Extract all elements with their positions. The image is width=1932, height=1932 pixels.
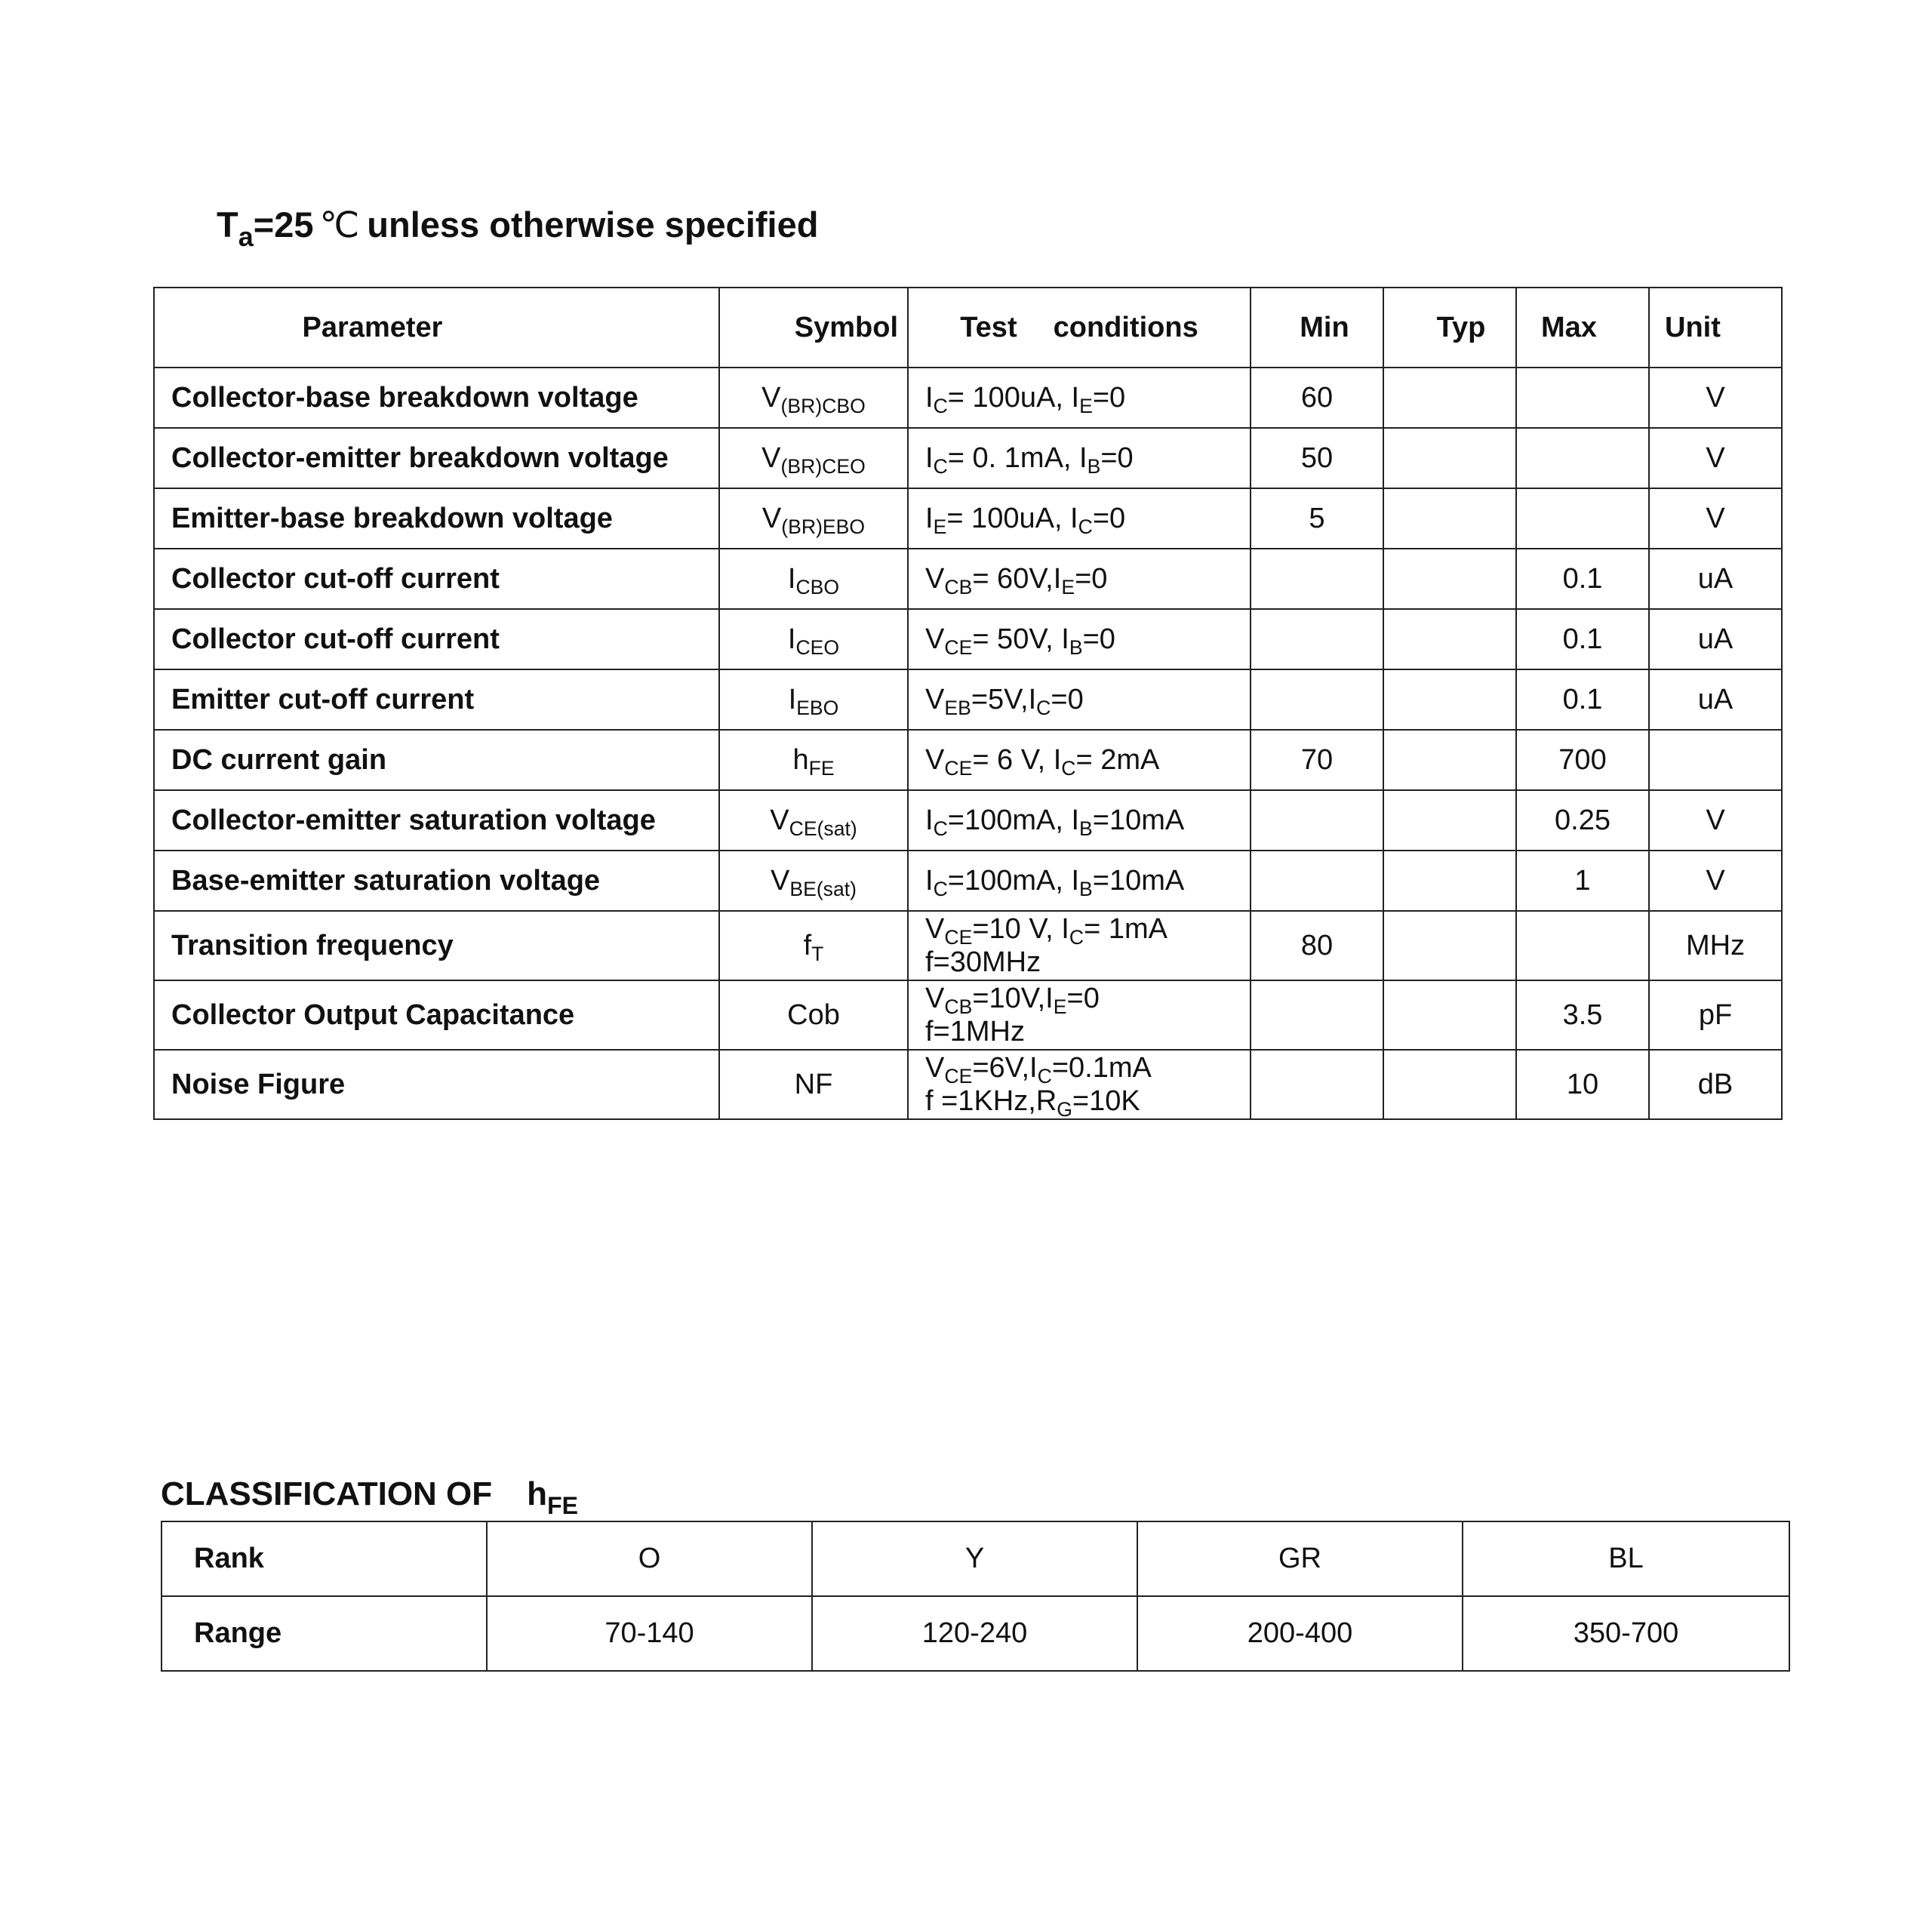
- heading-t: T: [217, 205, 238, 245]
- typ-cell: [1383, 851, 1516, 911]
- condition-subscript: C: [1069, 925, 1084, 949]
- condition-text: V: [925, 563, 945, 595]
- table-row: [154, 911, 1782, 980]
- symbol-main: I: [787, 562, 796, 595]
- condition-text: I: [925, 804, 934, 836]
- condition-text: =0: [1092, 503, 1126, 534]
- max-cell: [1516, 488, 1649, 549]
- test-condition-cell: [908, 549, 1251, 609]
- symbol-subscript: BE(sat): [789, 877, 857, 900]
- condition-subscript: CB: [944, 995, 973, 1018]
- condition-text: = 60V,I: [972, 563, 1062, 595]
- table-row: [154, 730, 1782, 790]
- symbol-main: NF: [794, 1068, 833, 1100]
- symbol-cell: [719, 980, 908, 1050]
- parameter-cell: Base-emitter saturation voltage: [154, 851, 719, 911]
- symbol-subscript: CEO: [795, 635, 840, 659]
- symbol-subscript: EBO: [796, 696, 839, 719]
- symbol-main: h: [792, 743, 809, 776]
- typ-cell: [1383, 790, 1516, 851]
- unit-cell: V: [1649, 488, 1782, 549]
- range-cell: 120-240: [812, 1596, 1137, 1671]
- header-typ: Typ: [1383, 288, 1516, 368]
- condition-text: =10mA: [1092, 865, 1185, 897]
- condition-subscript: E: [1079, 394, 1093, 417]
- condition-subscript: CE: [944, 756, 973, 780]
- condition-text: = 100uA, I: [947, 382, 1080, 414]
- condition-text: =100mA, I: [947, 804, 1080, 836]
- typ-cell: [1383, 488, 1516, 549]
- test-condition-cell: [908, 609, 1251, 669]
- typ-cell: [1383, 549, 1516, 609]
- unit-cell: V: [1649, 368, 1782, 428]
- table-row: [154, 790, 1782, 851]
- test-condition-cell: [908, 730, 1251, 790]
- condition-subscript: C: [1061, 756, 1076, 780]
- condition-text: = 6 V, I: [972, 744, 1062, 776]
- condition-text: = 100uA, I: [946, 503, 1078, 534]
- parameter-cell: Collector cut-off current: [154, 549, 719, 609]
- min-cell: 70: [1251, 730, 1383, 790]
- symbol-cell: [719, 1050, 908, 1119]
- test-condition-cell: [908, 368, 1251, 428]
- parameter-cell: DC current gain: [154, 730, 719, 790]
- max-cell: 10: [1516, 1050, 1649, 1119]
- unit-cell: V: [1649, 790, 1782, 851]
- range-cell: 70-140: [487, 1596, 812, 1671]
- min-cell: 80: [1251, 911, 1383, 980]
- symbol-cell: [719, 549, 908, 609]
- typ-cell: [1383, 911, 1516, 980]
- max-cell: [1516, 368, 1649, 428]
- condition-line: [925, 623, 1250, 659]
- table-row: [154, 428, 1782, 488]
- condition-text: =0: [1100, 442, 1134, 474]
- condition-line: [925, 441, 1250, 478]
- condition-text: =0: [1092, 382, 1126, 414]
- condition-subscript: C: [933, 394, 948, 417]
- condition-text: =10V,I: [972, 983, 1054, 1014]
- condition-subscript: G: [1057, 1097, 1072, 1121]
- symbol-cell: [719, 368, 908, 428]
- unit-cell: uA: [1649, 609, 1782, 669]
- condition-text: f=30MHz: [925, 946, 1041, 978]
- condition-text: V: [925, 1052, 945, 1084]
- condition-subscript: C: [933, 454, 948, 478]
- header-test: Test: [960, 311, 1017, 343]
- condition-text: =0: [1066, 983, 1100, 1014]
- parameter-cell: Collector-emitter breakdown voltage: [154, 428, 719, 488]
- min-cell: [1251, 980, 1383, 1050]
- symbol-main: V: [770, 864, 790, 897]
- condition-text: =10K: [1072, 1085, 1140, 1117]
- parameter-cell: Transition frequency: [154, 911, 719, 980]
- header-parameter: Parameter: [154, 288, 719, 368]
- condition-line: [925, 502, 1250, 538]
- table-row: [154, 1050, 1782, 1119]
- table-body: [154, 368, 1782, 1119]
- table-row: [154, 851, 1782, 911]
- condition-line: [925, 1084, 1250, 1121]
- unit-cell: uA: [1649, 549, 1782, 609]
- min-cell: 60: [1251, 368, 1383, 428]
- condition-subscript: B: [1069, 635, 1083, 659]
- rank-cell: BL: [1463, 1521, 1789, 1596]
- max-cell: [1516, 911, 1649, 980]
- typ-cell: [1383, 368, 1516, 428]
- condition-subscript: C: [1078, 515, 1093, 538]
- unit-cell: dB: [1649, 1050, 1782, 1119]
- parameter-cell: Noise Figure: [154, 1050, 719, 1119]
- test-condition-cell: [908, 428, 1251, 488]
- typ-cell: [1383, 609, 1516, 669]
- parameter-cell: Collector-base breakdown voltage: [154, 368, 719, 428]
- condition-text: I: [925, 865, 934, 897]
- test-condition-cell: [908, 790, 1251, 851]
- classification-heading: [161, 1475, 578, 1520]
- condition-text: I: [925, 442, 934, 474]
- condition-text: V: [925, 744, 945, 776]
- symbol-main: Cob: [787, 998, 840, 1031]
- condition-line: [925, 683, 1250, 719]
- rank-cell: GR: [1137, 1521, 1463, 1596]
- range-row: [162, 1596, 1789, 1671]
- typ-cell: [1383, 669, 1516, 730]
- symbol-cell: [719, 669, 908, 730]
- parameter-cell: Emitter cut-off current: [154, 669, 719, 730]
- header-unit: Unit: [1649, 288, 1782, 368]
- table-header-row: [154, 288, 1782, 368]
- table-row: [154, 488, 1782, 549]
- condition-text: V: [925, 684, 945, 715]
- symbol-cell: [719, 790, 908, 851]
- symbol-main: V: [761, 502, 782, 534]
- classification-title: CLASSIFICATION OF: [161, 1475, 493, 1512]
- symbol-subscript: FE: [808, 756, 835, 780]
- parameter-cell: Collector Output Capacitance: [154, 980, 719, 1050]
- condition-text: =0: [1082, 623, 1115, 655]
- header-conditions: conditions: [1053, 311, 1198, 343]
- conditions-heading: [217, 204, 818, 253]
- condition-subscript: C: [933, 817, 948, 840]
- condition-subscript: B: [1079, 817, 1093, 840]
- min-cell: [1251, 549, 1383, 609]
- min-cell: [1251, 790, 1383, 851]
- symbol-subscript: CBO: [795, 575, 840, 598]
- unit-cell: MHz: [1649, 911, 1782, 980]
- condition-line: [925, 912, 1250, 949]
- condition-text: V: [925, 983, 945, 1014]
- max-cell: 3.5: [1516, 980, 1649, 1050]
- condition-subscript: CE: [944, 1064, 973, 1088]
- condition-text: V: [925, 623, 945, 655]
- test-condition-cell: [908, 669, 1251, 730]
- test-condition-cell: [908, 488, 1251, 549]
- condition-line: [925, 743, 1250, 780]
- symbol-cell: [719, 730, 908, 790]
- min-cell: [1251, 669, 1383, 730]
- condition-subscript: B: [1079, 877, 1093, 900]
- heading-eq: =25: [253, 205, 314, 245]
- parameter-cell: Collector-emitter saturation voltage: [154, 790, 719, 851]
- condition-text: = 2mA: [1075, 744, 1160, 776]
- condition-text: =10mA: [1092, 804, 1185, 836]
- condition-text: =100mA, I: [947, 865, 1080, 897]
- condition-line: [925, 1015, 1250, 1048]
- condition-subscript: B: [1087, 454, 1101, 478]
- symbol-main: V: [770, 804, 789, 836]
- heading-rest: unless otherwise specified: [367, 205, 819, 245]
- condition-text: =5V,I: [971, 684, 1037, 715]
- header-max: Max: [1516, 288, 1649, 368]
- symbol-subscript: (BR)EBO: [781, 515, 866, 538]
- unit-cell: uA: [1649, 669, 1782, 730]
- symbol-main: I: [788, 683, 797, 715]
- condition-subscript: C: [1036, 696, 1051, 719]
- table-row: [154, 549, 1782, 609]
- condition-line: [925, 982, 1250, 1018]
- symbol-subscript: (BR)CEO: [780, 454, 866, 478]
- max-cell: 0.1: [1516, 669, 1649, 730]
- condition-text: =0.1mA: [1051, 1052, 1152, 1084]
- typ-cell: [1383, 980, 1516, 1050]
- test-condition-cell: [908, 851, 1251, 911]
- condition-line: [925, 946, 1250, 979]
- unit-cell: V: [1649, 428, 1782, 488]
- range-cell: 200-400: [1137, 1596, 1463, 1671]
- unit-cell: [1649, 730, 1782, 790]
- degree-symbol: ℃: [319, 205, 360, 245]
- symbol-main: I: [787, 623, 796, 655]
- condition-subscript: C: [933, 877, 948, 900]
- condition-text: I: [925, 382, 934, 414]
- symbol-cell: [719, 488, 908, 549]
- condition-text: =0: [1075, 563, 1108, 595]
- symbol-cell: [719, 851, 908, 911]
- condition-line: [925, 804, 1250, 840]
- condition-subscript: CE: [944, 925, 973, 949]
- rank-cell: Y: [812, 1521, 1137, 1596]
- min-cell: [1251, 851, 1383, 911]
- max-cell: 0.1: [1516, 609, 1649, 669]
- condition-subscript: E: [1053, 995, 1067, 1018]
- condition-text: = 50V, I: [972, 623, 1069, 655]
- min-cell: 50: [1251, 428, 1383, 488]
- symbol-cell: [719, 609, 908, 669]
- max-cell: 1: [1516, 851, 1649, 911]
- test-condition-cell: [908, 980, 1251, 1050]
- condition-subscript: CB: [944, 575, 973, 598]
- max-cell: 0.1: [1516, 549, 1649, 609]
- table-row: [154, 609, 1782, 669]
- max-cell: [1516, 428, 1649, 488]
- condition-text: V: [925, 913, 945, 945]
- header-symbol: Symbol: [719, 288, 908, 368]
- typ-cell: [1383, 428, 1516, 488]
- symbol-main: f: [803, 929, 812, 961]
- test-condition-cell: [908, 911, 1251, 980]
- condition-subscript: CE: [944, 635, 973, 659]
- typ-cell: [1383, 730, 1516, 790]
- min-cell: 5: [1251, 488, 1383, 549]
- parameter-cell: Collector cut-off current: [154, 609, 719, 669]
- condition-text: f =1KHz,R: [925, 1085, 1057, 1117]
- condition-text: =6V,I: [972, 1052, 1038, 1084]
- header-min: Min: [1251, 288, 1383, 368]
- header-test-conditions: [908, 288, 1251, 368]
- electrical-characteristics-table: [153, 287, 1783, 1120]
- symbol-cell: [719, 911, 908, 980]
- heading-t-sub: a: [238, 221, 254, 252]
- symbol-cell: [719, 428, 908, 488]
- rank-row: [162, 1521, 1789, 1596]
- condition-subscript: C: [1037, 1064, 1052, 1088]
- condition-line: [925, 562, 1250, 598]
- table-row: [154, 368, 1782, 428]
- symbol-subscript: (BR)CBO: [780, 394, 866, 417]
- min-cell: [1251, 1050, 1383, 1119]
- hfe-classification-table: [161, 1521, 1790, 1672]
- condition-text: =10 V, I: [972, 913, 1069, 945]
- classification-h: h: [527, 1475, 548, 1512]
- symbol-subscript: T: [811, 942, 824, 965]
- condition-line: [925, 381, 1250, 417]
- typ-cell: [1383, 1050, 1516, 1119]
- condition-text: = 1mA: [1084, 913, 1168, 945]
- test-condition-cell: [908, 1050, 1251, 1119]
- condition-line: [925, 1051, 1250, 1088]
- parameter-cell: Emitter-base breakdown voltage: [154, 488, 719, 549]
- classification-h-sub: FE: [547, 1492, 578, 1519]
- max-cell: 700: [1516, 730, 1649, 790]
- range-cell: 350-700: [1463, 1596, 1789, 1671]
- condition-line: [925, 864, 1250, 900]
- table-row: [154, 669, 1782, 730]
- max-cell: 0.25: [1516, 790, 1649, 851]
- condition-subscript: E: [933, 515, 947, 538]
- condition-text: =0: [1051, 684, 1084, 715]
- symbol-main: V: [761, 441, 781, 474]
- condition-subscript: E: [1061, 575, 1075, 598]
- table-row: [154, 980, 1782, 1050]
- unit-cell: pF: [1649, 980, 1782, 1050]
- rank-cell: O: [487, 1521, 812, 1596]
- condition-text: I: [925, 503, 934, 534]
- condition-subscript: EB: [944, 696, 971, 719]
- unit-cell: V: [1649, 851, 1782, 911]
- symbol-subscript: CE(sat): [789, 817, 857, 840]
- min-cell: [1251, 609, 1383, 669]
- symbol-main: V: [761, 381, 781, 414]
- condition-text: f=1MHz: [925, 1016, 1025, 1048]
- range-label: Range: [162, 1596, 487, 1671]
- rank-label: Rank: [162, 1521, 487, 1596]
- condition-text: = 0. 1mA, I: [947, 442, 1088, 474]
